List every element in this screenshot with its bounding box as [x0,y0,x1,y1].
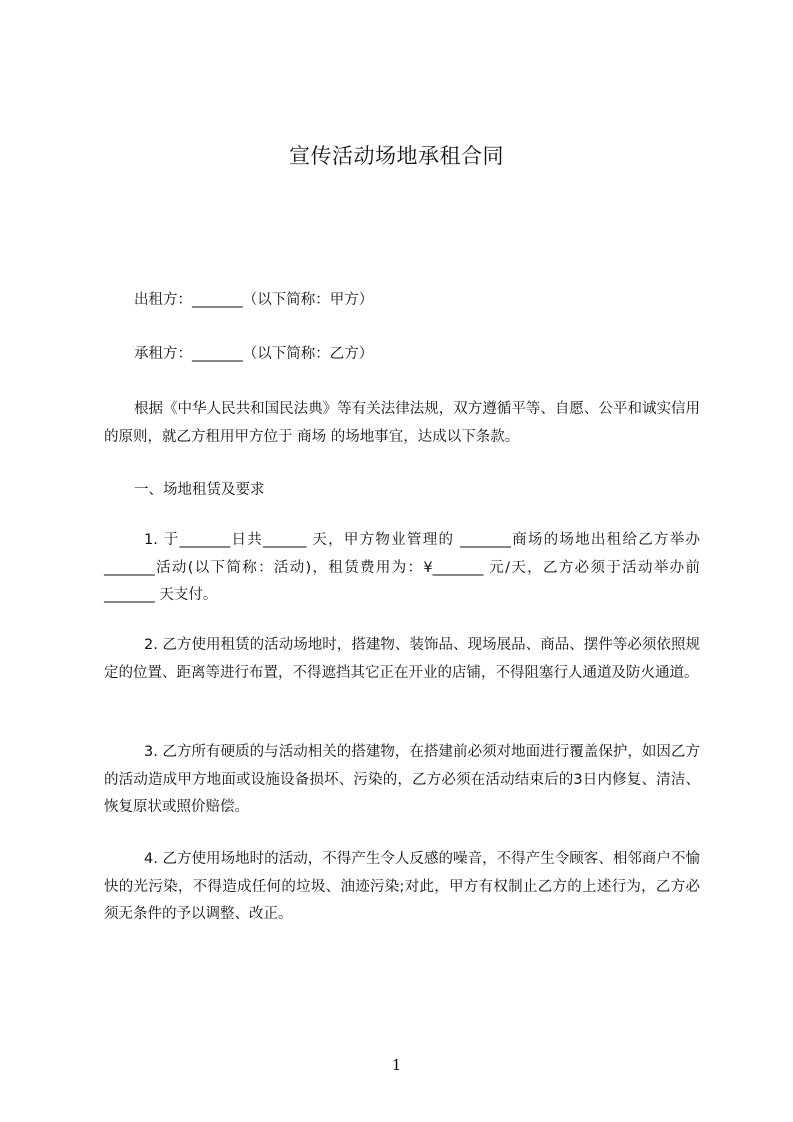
lessor-line: 出租方：_______（以下简称：甲方） [134,292,374,308]
clause-4: 4. 乙方使用场地时的活动，不得产生令人反感的噪音，不得产生令顾客、相邻商户不愉快的光污染，不得造成任何的垃圾、油迹污染;对此，甲方有权制止乙方的上述行为，乙方必须无条件的予以调整、改正。 [104,851,700,922]
document-title: 宣传活动场地承租合同 [289,144,504,168]
section-heading: 一、场地租赁及要求 [134,482,265,498]
preamble-paragraph: 根据《中华人民共和国民法典》等有关法律法规，双方遵循平等、自愿、公平和诚实信用的原则，就乙方租用甲方位于 商场 的场地事宜，达成以下条款。 [104,401,700,445]
lessee-line: 承租方：_______（以下简称：乙方） [134,346,374,362]
page-number: 1 [391,1056,402,1074]
clause-2: 2. 乙方使用租赁的活动场地时，搭建物、装饰品、现场展品、商品、摆件等必须依照规定的位置、距离等进行布置，不得遮挡其它正在开业的店铺，不得阻塞行人通道及防火通道。 [104,637,700,681]
clause-1: 1. 于_______日共______ 天，甲方物业管理的 _______商场的场地出租给乙方举办 _______活动(以下简称：活动)，租赁费用为：¥_______ 元/天，乙方必须于活动举办前 _______ 天支付。 [104,532,700,603]
clause-3: 3. 乙方所有硬质的与活动相关的搭建物，在搭建前必须对地面进行覆盖保护，如因乙方的活动造成甲方地面或设施设备损坏、污染的，乙方必须在活动结束后的3日内修复、清洁、恢复原状或照价赔偿。 [104,744,700,815]
